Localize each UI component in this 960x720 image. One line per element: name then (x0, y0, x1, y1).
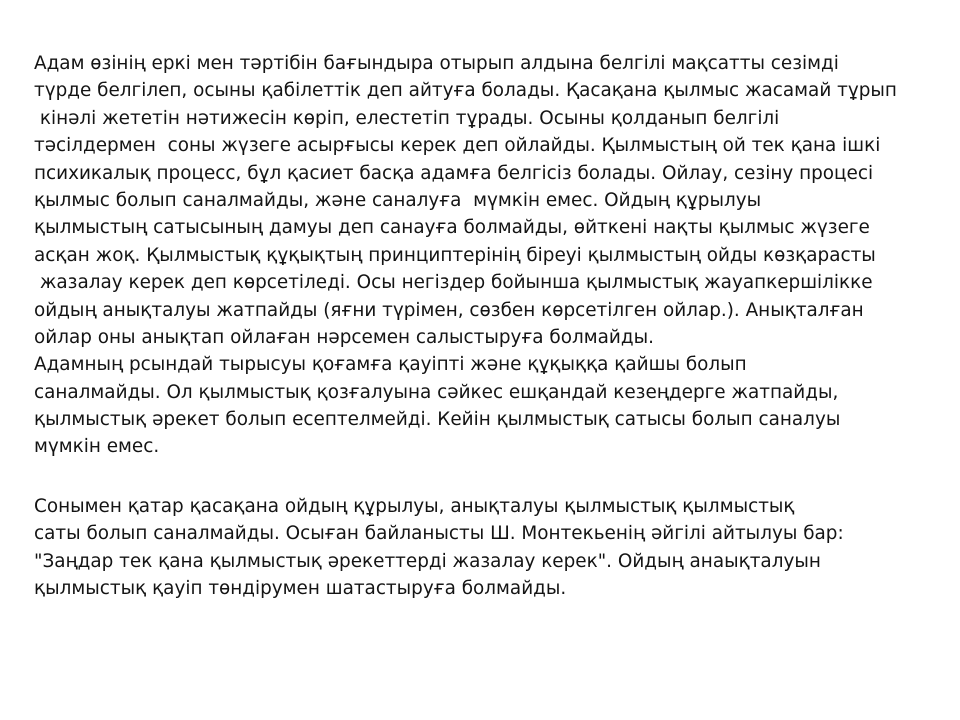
text-line: Адам өзінің еркі мен тәртібін бағындыра отырып алдына белгілі мақсатты сезімді (34, 53, 839, 74)
text-line: "Заңдар тек қана қылмыстық әрекеттерді жазалау керек". Ойдың анаықталуын (34, 550, 821, 572)
text-line: қылмыстың сатысының дамуы деп санауға болмайды, өйткені нақты қылмыс жүзеге (34, 217, 870, 239)
text-line: жазалау керек деп көрсетіледі. Осы негіздер бойынша қылмыстық жауапкершілікке (34, 272, 873, 294)
text-line: қылмыс болып саналмайды, және саналуға мүмкін емес. Ойдың құрылуы (34, 189, 762, 211)
text-line: қылмыстық қауіп төндірумен шатастыруға болмайды. (34, 578, 567, 600)
text-line: түрде белгілеп, осыны қабілеттік деп айтуға болады. Қасақана қылмыс жасамай тұрып (34, 80, 897, 102)
text-block-conclusion (34, 493, 934, 603)
text-line: асқан жоқ. Қылмыстық құқықтың принциптерінің біреуі қылмыстың ойды көзқарасты (34, 244, 876, 266)
text-line: мүмкін емес. (34, 436, 160, 458)
text-line: саты болып саналмайды. Осыған байланысты Ш. Монтекьенің әйгілі айтылуы бар: (34, 523, 844, 545)
text-line: қылмыстық әрекет болып есептелмейді. Кейін қылмыстық сатысы болып саналуы (34, 409, 841, 431)
text-block-main (34, 50, 934, 461)
text-line: кінәлі жететін нәтижесін көріп, елестетіп тұрады. Осыны қолданып белгілі (34, 107, 780, 129)
text-line: ойдың анықталуы жатпайды (яғни түрімен, сөзбен көрсетілген ойлар.). Анықталған (34, 299, 864, 321)
text-line: Сонымен қатар қасақана ойдың құрылуы, анықталуы қылмыстық қылмыстық (34, 496, 795, 517)
text-line: психикалық процесс, бұл қасиет басқа адамға белгісіз болады. Ойлау, сезіну процесі (34, 162, 874, 184)
text-line: Адамның рсындай тырысуы қоғамға қауіпті және құқыққа қайшы болып (34, 354, 747, 376)
text-line: саналмайды. Ол қылмыстық қозғалуына сәйкес ешқандай кезеңдерге жатпайды, (34, 381, 839, 403)
text-line: ойлар оны анықтап ойлаған нәрсемен салыстыруға болмайды. (34, 326, 654, 348)
text-line: тәсілдермен соны жүзеге асырғысы керек деп ойлайды. Қылмыстың ой тек қана ішкі (34, 135, 881, 157)
